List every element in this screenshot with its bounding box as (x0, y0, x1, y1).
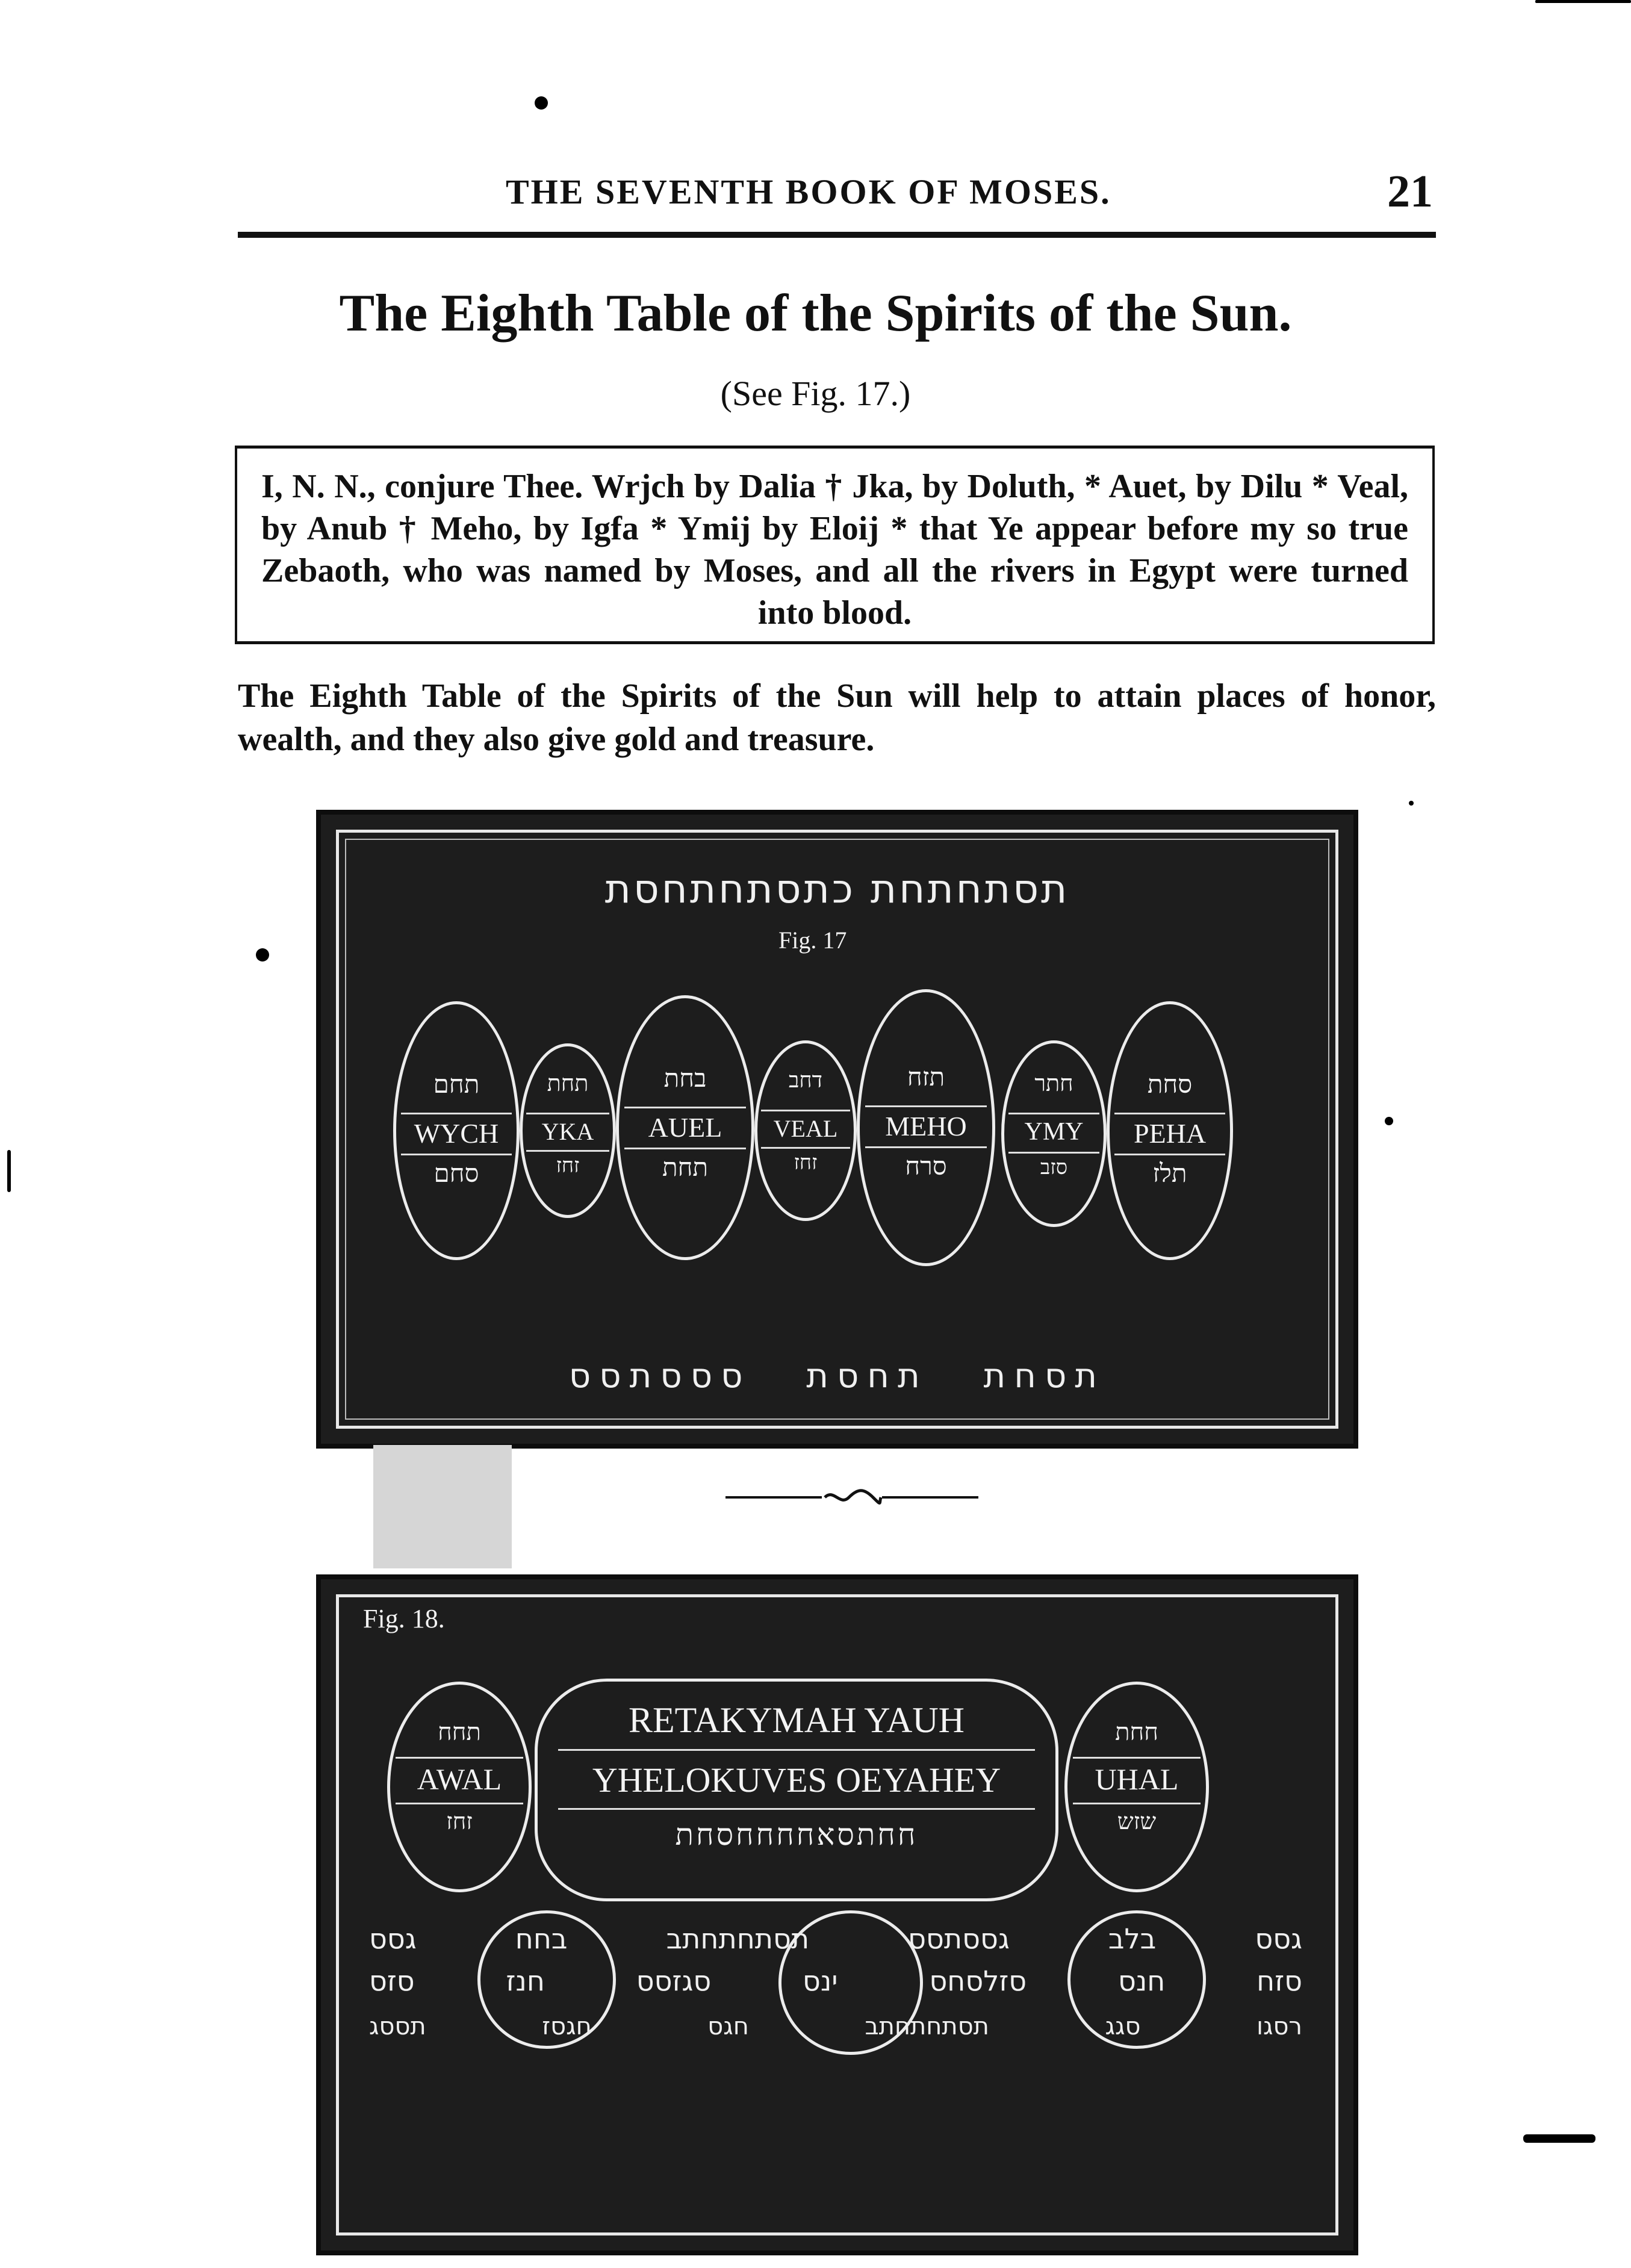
oval-divider (761, 1110, 850, 1111)
seal-script-row-1: גסס בלב גססתסס תסתחתחתב בחח גסס (369, 1922, 1302, 1955)
oval-divider (401, 1154, 512, 1155)
ornament-rule-right (882, 1496, 978, 1499)
oval-bottom-script: סרח (905, 1153, 947, 1181)
oval-divider (396, 1803, 523, 1804)
cartouche-divider (558, 1749, 1034, 1751)
spirit-name: AWAL (417, 1762, 502, 1796)
oval-bottom-script: סזב (1040, 1157, 1068, 1179)
oval-top-script: תזח (907, 1064, 945, 1092)
header-rule (238, 232, 1436, 238)
oval-top-script: תחם (433, 1071, 480, 1099)
spirit-oval-yka (520, 1043, 616, 1218)
oval-bottom-script: שזש (1117, 1809, 1157, 1835)
oval-top-script: חתר (1034, 1071, 1073, 1096)
oval-divider (1008, 1152, 1100, 1154)
spirit-name: WYCH (414, 1118, 499, 1149)
oval-divider (1114, 1113, 1225, 1114)
seal-script-row-2: סזח חנס סזלסחס ינס סגזסס חנז סזס (369, 1965, 1302, 1997)
oval-divider (624, 1148, 746, 1149)
oval-divider (396, 1757, 523, 1759)
oval-divider (401, 1113, 512, 1114)
oval-divider (1073, 1803, 1201, 1804)
spirit-oval-ymy (1001, 1040, 1107, 1227)
oval-divider (624, 1107, 746, 1108)
seal-top-script: תסתחתחת כתסתחתחסת (604, 866, 1070, 912)
central-name-line-2: YHELOKUVES OEYAHEY (592, 1760, 1001, 1800)
ornament-divider (725, 1488, 978, 1506)
figure-reference: (See Fig. 17.) (720, 374, 911, 413)
seal-script-row-3: רסגו סגג תסתחתחתב חגס חגסז תססג (369, 2013, 1302, 2040)
spirit-oval-meho (857, 989, 995, 1266)
oval-top-script: תחת (547, 1071, 589, 1096)
spirit-name: AUEL (648, 1112, 722, 1143)
oval-top-script: חחת (1115, 1718, 1158, 1745)
oval-top-script: בחת (663, 1065, 707, 1093)
central-script: חחתסאחחחחסחת (675, 1818, 918, 1851)
spirit-oval-auel (616, 995, 754, 1260)
figure-label: Fig. 18. (363, 1604, 445, 1633)
oval-divider (1008, 1113, 1100, 1114)
spirit-name: PEHA (1133, 1118, 1207, 1149)
incantation-box (235, 446, 1435, 644)
oval-bottom-script: זחז (446, 1809, 473, 1835)
cartouche-divider (558, 1808, 1034, 1810)
spirit-name: YMY (1024, 1118, 1084, 1146)
spirit-name: UHAL (1095, 1762, 1179, 1796)
print-speck (256, 948, 269, 962)
seal-bottom-script: תסחת תחסת סססתסס (568, 1356, 1106, 1396)
print-speck (535, 96, 548, 110)
print-speck (7, 1150, 11, 1192)
oval-divider (761, 1147, 850, 1149)
oval-top-script: סחת (1147, 1071, 1193, 1099)
oval-top-script: תחח (438, 1718, 481, 1745)
page-number: 21 (1387, 166, 1433, 217)
figure-17-seal (316, 810, 1358, 1449)
figure-label: Fig. 17 (778, 927, 847, 954)
print-speck (1409, 801, 1414, 806)
spirit-oval-peha (1107, 1001, 1233, 1260)
oval-top-script: דחב (789, 1068, 822, 1092)
spirit-oval-awal (387, 1682, 532, 1892)
oval-divider (865, 1146, 987, 1148)
oval-bottom-script: סחם (433, 1160, 479, 1188)
spirit-oval-veal (754, 1040, 857, 1221)
figure-18-seal (316, 1574, 1358, 2255)
oval-divider (1073, 1757, 1201, 1759)
central-name-cartouche (535, 1679, 1058, 1901)
print-speck (1523, 2134, 1595, 2143)
spirit-oval-uhal (1064, 1682, 1209, 1892)
ornament-rule-left (725, 1496, 822, 1499)
oval-bottom-script: זחז (556, 1155, 580, 1177)
oval-divider (526, 1113, 609, 1114)
print-speck (1385, 1117, 1393, 1125)
running-head (235, 166, 1433, 220)
incantation-text: I, N. N., conjure Thee. Wrjch by Dalia † Jka, by Doluth, * Auet, by Dilu * Veal, by Anub † Meho, by Igfa * Ymij by Eloij * that Ye appear before my so true Zebaoth, who was named by Moses, and all the rivers in Egypt were turned into blood. (261, 468, 1408, 632)
spirit-name: VEAL (773, 1115, 838, 1142)
oval-bottom-script: זחז (794, 1152, 818, 1174)
description-paragraph: The Eighth Table of the Spirits of the Sun will help to attain places of honor, wealth, and they also give gold and treasure. (238, 677, 1436, 758)
page-smudge (373, 1445, 512, 1568)
spirit-name: YKA (541, 1118, 594, 1145)
central-name-line-1: RETAKYMAH YAUH (629, 1700, 965, 1740)
spirit-name: MEHO (885, 1111, 967, 1142)
running-title: THE SEVENTH BOOK OF MOSES. (506, 172, 1111, 211)
oval-divider (1114, 1154, 1225, 1155)
ornament-squiggle (822, 1488, 882, 1506)
oval-divider (865, 1105, 987, 1107)
oval-bottom-script: תלז (1152, 1160, 1187, 1188)
section-title: The Eighth Table of the Spirits of the Sun. (339, 284, 1292, 343)
oval-bottom-script: תחת (662, 1154, 709, 1182)
spirit-oval-wych (393, 1001, 520, 1260)
print-speck (1535, 0, 1631, 3)
oval-divider (526, 1150, 609, 1152)
